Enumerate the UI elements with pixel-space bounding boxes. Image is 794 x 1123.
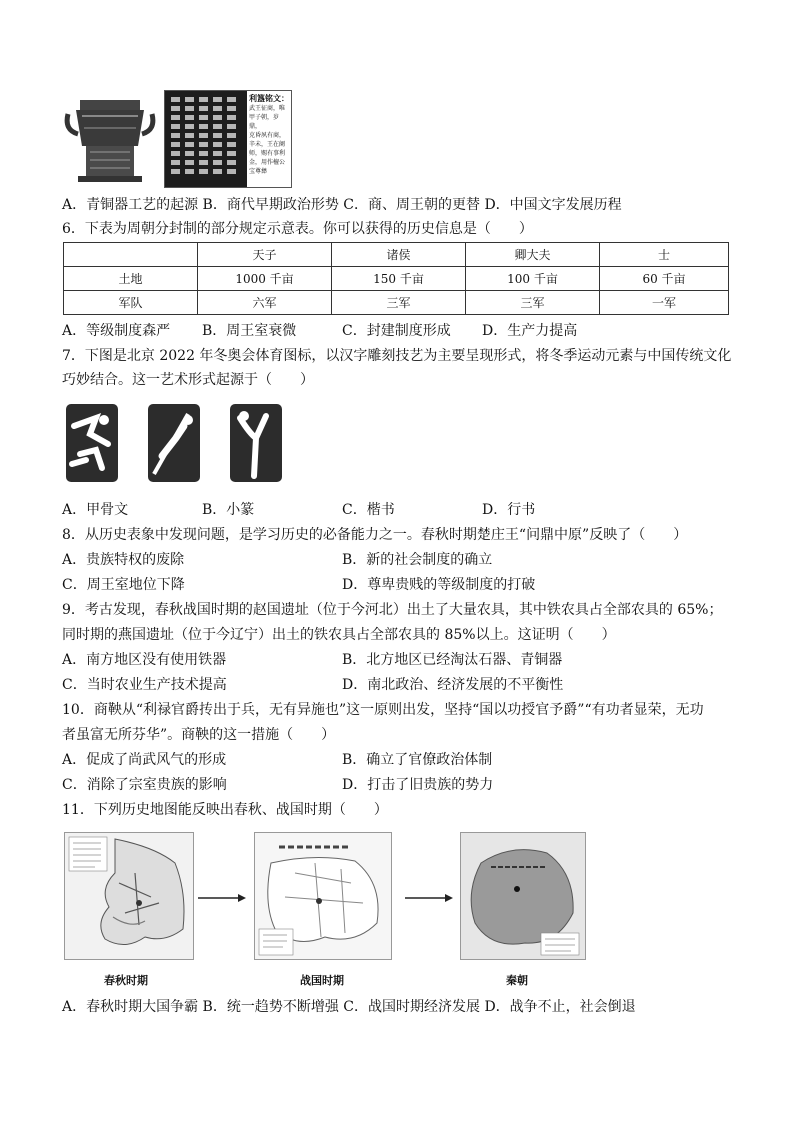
q10-stem-2: 者虽富无所芬华”。商鞅的这一措施（ ） (62, 727, 336, 743)
table-cell: 150 千亩 (332, 267, 466, 291)
qin-dynasty-map (460, 832, 586, 960)
map-caption: 秦朝 (506, 974, 528, 987)
table-header-cell (64, 243, 198, 267)
inscription-title: 利簋铭文： (249, 93, 289, 103)
q9-stem-2: 同时期的燕国遗址（位于今辽宁）出土的铁农具占全部农具的 85%以上。这证明（ ） (62, 627, 616, 643)
q5-options: A．青铜器工艺的起源 B．商代早期政治形势 C．商、周王朝的更替 D．中国文字发展历程 (62, 197, 622, 213)
q6-option-c: C．封建制度形成 (342, 323, 451, 339)
inscription-panel (164, 90, 292, 188)
table-header-cell: 士 (600, 243, 729, 267)
inscription-rubbing (165, 91, 247, 187)
q9-stem-1: 9．考古发现，春秋战国时期的赵国遗址（位于今河北）出土了大量农具，其中铁农具占全部农具的 65%； (62, 602, 723, 618)
q6-option-a: A．等级制度森严 (62, 323, 171, 339)
map-caption: 战国时期 (300, 974, 344, 987)
q7-stem-1: 7．下图是北京 2022 年冬奥会体育图标，以汉字雕刻技艺为主要呈现形式，将冬季运动元素与中国传统文化 (62, 348, 732, 364)
spring-autumn-map (64, 832, 194, 960)
fief-table (63, 242, 729, 315)
q7-option-a: A．甲骨文 (62, 502, 129, 518)
q11-stem: 11．下列历史地图能反映出春秋、战国时期（ ） (62, 802, 388, 818)
q9-option-c: C．当时农业生产技术提高 (62, 677, 227, 693)
q10-option-d: D．打击了旧贵族的势力 (342, 777, 494, 793)
table-row (64, 291, 729, 315)
table-cell: 60 千亩 (600, 267, 729, 291)
table-cell: 三军 (332, 291, 466, 315)
table-header-cell: 诸侯 (332, 243, 466, 267)
table-cell: 六军 (198, 291, 332, 315)
table-cell: 军队 (64, 291, 198, 315)
q8-option-b: B．新的社会制度的确立 (342, 552, 493, 568)
speed-skating-pictogram (66, 404, 118, 482)
table-header-cell: 卿大夫 (466, 243, 600, 267)
q9-option-b: B．北方地区已经淘汰石器、青铜器 (342, 652, 563, 668)
q10-stem-1: 10．商鞅从“利禄官爵抟出于兵，无有异施也”这一原则出发，坚持“国以功授官予爵”“有功者显荣，无功 (62, 702, 704, 718)
q10-option-b: B．确立了官僚政治体制 (342, 752, 493, 768)
arrow-icon (198, 891, 246, 907)
table-header-cell: 天子 (198, 243, 332, 267)
bronze-vessel-image (64, 94, 156, 184)
q8-option-c: C．周王室地位下降 (62, 577, 185, 593)
q9-option-a: A．南方地区没有使用铁器 (62, 652, 227, 668)
q8-option-d: D．尊卑贵贱的等级制度的打破 (342, 577, 536, 593)
table-header-row (64, 243, 729, 267)
table-cell: 土地 (64, 267, 198, 291)
table-cell: 100 千亩 (466, 267, 600, 291)
q8-option-a: A．贵族特权的废除 (62, 552, 185, 568)
figure-skating-pictogram (230, 404, 282, 482)
table-cell: 一军 (600, 291, 729, 315)
inscription-line: 师，赐有事利金，用作檀公 (249, 150, 286, 166)
table-cell: 1000 千亩 (198, 267, 332, 291)
arrow-icon (405, 891, 453, 907)
table-cell: 三军 (466, 291, 600, 315)
inscription-line: 宝尊彝 (249, 168, 268, 175)
q10-option-c: C．消除了宗室贵族的影响 (62, 777, 227, 793)
q7-option-b: B．小篆 (202, 502, 255, 518)
map-caption: 春秋时期 (104, 974, 148, 987)
q6-option-d: D．生产力提高 (482, 323, 578, 339)
table-row (64, 267, 729, 291)
q7-stem-2: 巧妙结合。这一艺术形式起源于（ ） (62, 372, 314, 388)
q7-option-c: C．楷书 (342, 502, 395, 518)
inscription-line: 克昏夙有商，辛未，王在阑 (249, 132, 286, 148)
q10-option-a: A．促成了尚武风气的形成 (62, 752, 227, 768)
q9-option-d: D．南北政治、经济发展的不平衡性 (342, 677, 564, 693)
warring-states-map (254, 832, 392, 960)
q8-stem: 8．从历史表象中发现问题，是学习历史的必备能力之一。春秋时期楚庄王“问鼎中原”反映了（ ） (62, 527, 688, 543)
q7-option-d: D．行书 (482, 502, 536, 518)
q11-options: A．春秋时期大国争霸 B．统一趋势不断增强 C．战国时期经济发展 D．战争不止，社会倒退 (62, 999, 636, 1015)
ski-jump-pictogram (148, 404, 200, 482)
inscription-line: 武王征商，唯甲子朝，岁鼎， (249, 105, 286, 130)
q6-option-b: B．周王室衰微 (202, 323, 297, 339)
q6-stem: 6．下表为周朝分封制的部分规定示意表。你可以获得的历史信息是（ ） (62, 221, 533, 237)
